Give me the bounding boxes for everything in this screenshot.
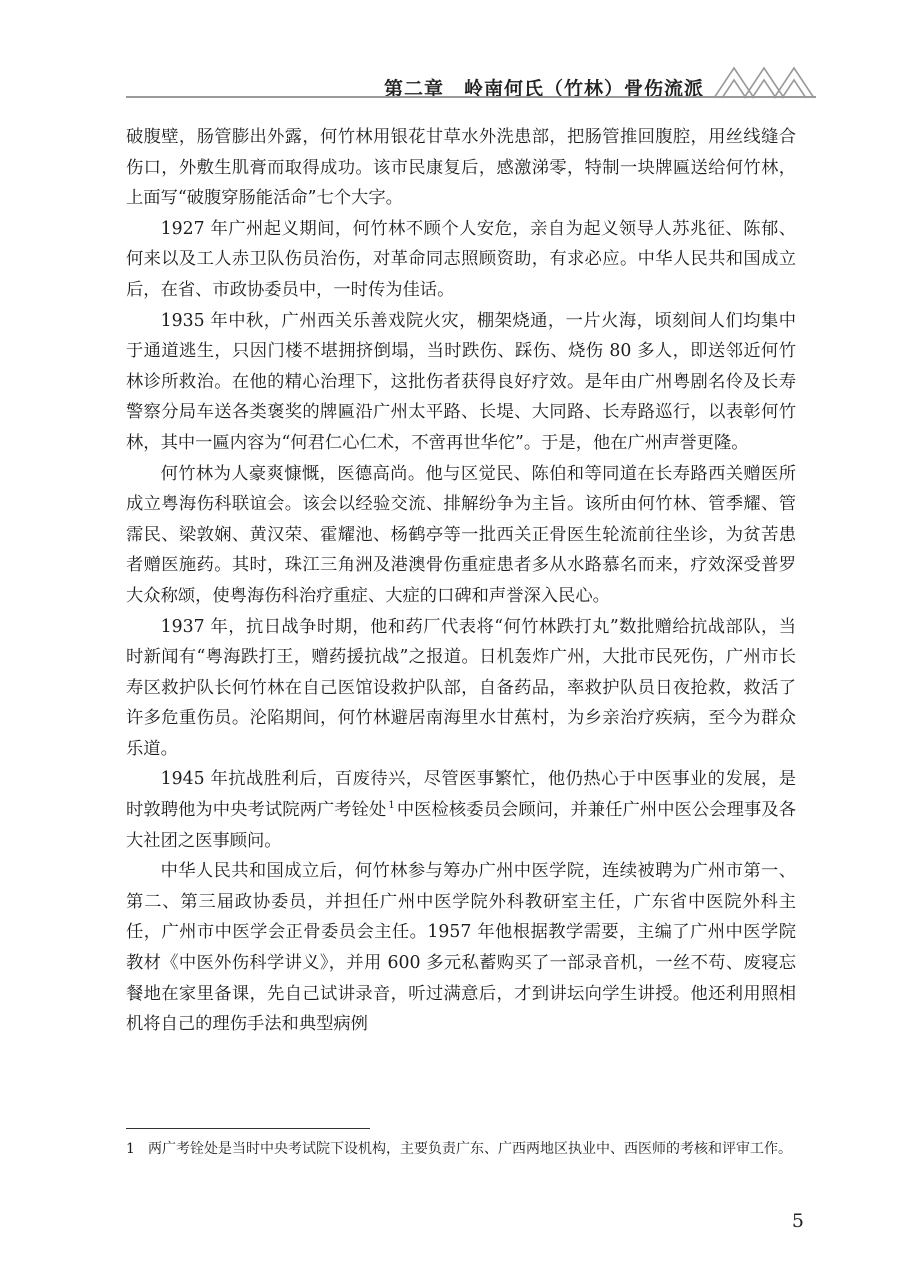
paragraph-5: 1937 年，抗日战争时期，他和药厂代表将“何竹林跌打丸”数批赠给抗战部队，当时新闻有“粤海跌打王，赠药援抗战”之报道。日机轰炸广州，大批市民死伤，广州市长寿区救护队长何竹林在自己医馆设救护队部，自备药品，率救护队员日夜抢救，救活了许多危重伤员。沦陷期间，何竹林避居南海里水甘蕉村，为乡亲治疗疾病，至今为群众乐道。 bbox=[126, 616, 796, 759]
footnote-number: 1 bbox=[126, 1141, 135, 1157]
paragraph-4: 何竹林为人豪爽慷慨，医德高尚。他与区觉民、陈伯和等同道在长寿路西关赠医所成立粤海伤科联谊会。该会以经验交流、排解纷争为主旨。该所由何竹林、管季耀、管霈民、梁敦娴、黄汉荣、霍耀池、杨鹤亭等一批西关正骨医生轮流前往坐诊，为贫苦患者赠医施药。其时，珠江三角洲及港澳骨伤重症患者多从水路慕名而来，疗效深受普罗大众称颂，使粤海伤科治疗重症、大症的口碑和声誉深入民心。 bbox=[126, 463, 796, 606]
paragraph-3: 1935 年中秋，广州西关乐善戏院火灾，棚架烧通，一片火海，顷刻间人们均集中于通道逃生，只因门楼不堪拥挤倒塌，当时跌伤、踩伤、烧伤 80 多人，即送邻近何竹林诊所救治。在他的精心治理下，这批伤者获得良好疗效。是年由广州粤剧名伶及长寿警察分局车送各类褒奖的牌匾沿广州太平路、长堤、大同路、长寿路巡行，以表彰何竹林，其中一匾内容为“何君仁心仁术，不啻再世华佗”。于是，他在广州声誉更隆。 bbox=[126, 310, 796, 453]
paragraph-6-text-a: 1945 年抗战胜利后，百废待兴，尽管医事繁忙，他仍热心于中医事业的发展，是时敦聘他为中央考试院两广考铨处 bbox=[126, 769, 796, 821]
footnote-rule bbox=[126, 1128, 370, 1129]
paragraph-2: 1927 年广州起义期间，何竹林不顾个人安危，亲自为起义领导人苏兆征、陈郁、何来以及工人赤卫队伤员治伤，对革命同志照顾资助，有求必应。中华人民共和国成立后，在省、市政协委员中，一时传为佳话。 bbox=[126, 218, 796, 300]
footnote-text: 两广考铨处是当时中央考试院下设机构，主要负责广东、广西两地区执业中、西医师的考核和评审工作。 bbox=[148, 1141, 792, 1157]
page-number: 5 bbox=[791, 1210, 804, 1232]
paragraph-7: 中华人民共和国成立后，何竹林参与筹办广州中医学院，连续被聘为广州市第一、第二、第三届政协委员，并担任广州中医学院外科教研室主任，广东省中医院外科主任，广州市中医学会正骨委员会主任。1957 年他根据教学需要，主编了广州中医学院教材《中医外伤科学讲义》，并用 600 多元私蓄购买了一部录音机，一丝不苟、废寝忘餐地在家里备课，先自己试讲录音，听过满意后，才到讲坛向学生讲授。他还利用照相机将自己的理伤手法和典型病例 bbox=[126, 861, 796, 1035]
triple-mountain-outline-icon bbox=[712, 62, 816, 102]
paragraph-1: 破腹壁，肠管膨出外露，何竹林用银花甘草水外洗患部，把肠管推回腹腔，用丝线缝合伤口，外敷生肌膏而取得成功。该市民康复后，感激涕零，特制一块牌匾送给何竹林，上面写“破腹穿肠能活命”七个大字。 bbox=[126, 127, 796, 209]
footnote bbox=[126, 1138, 796, 1160]
paragraph-6-text-b: 中医检核委员会顾问，并兼任广州中医公会理事及各大社团之医事顾问。 bbox=[126, 800, 796, 851]
paragraph-6 bbox=[126, 764, 796, 856]
footnote-ref[interactable]: 1 bbox=[388, 800, 395, 812]
chapter-title: 第二章 岭南何氏（竹林）骨伤流派 bbox=[383, 78, 704, 100]
running-header bbox=[126, 60, 816, 116]
body-text bbox=[126, 122, 796, 1040]
